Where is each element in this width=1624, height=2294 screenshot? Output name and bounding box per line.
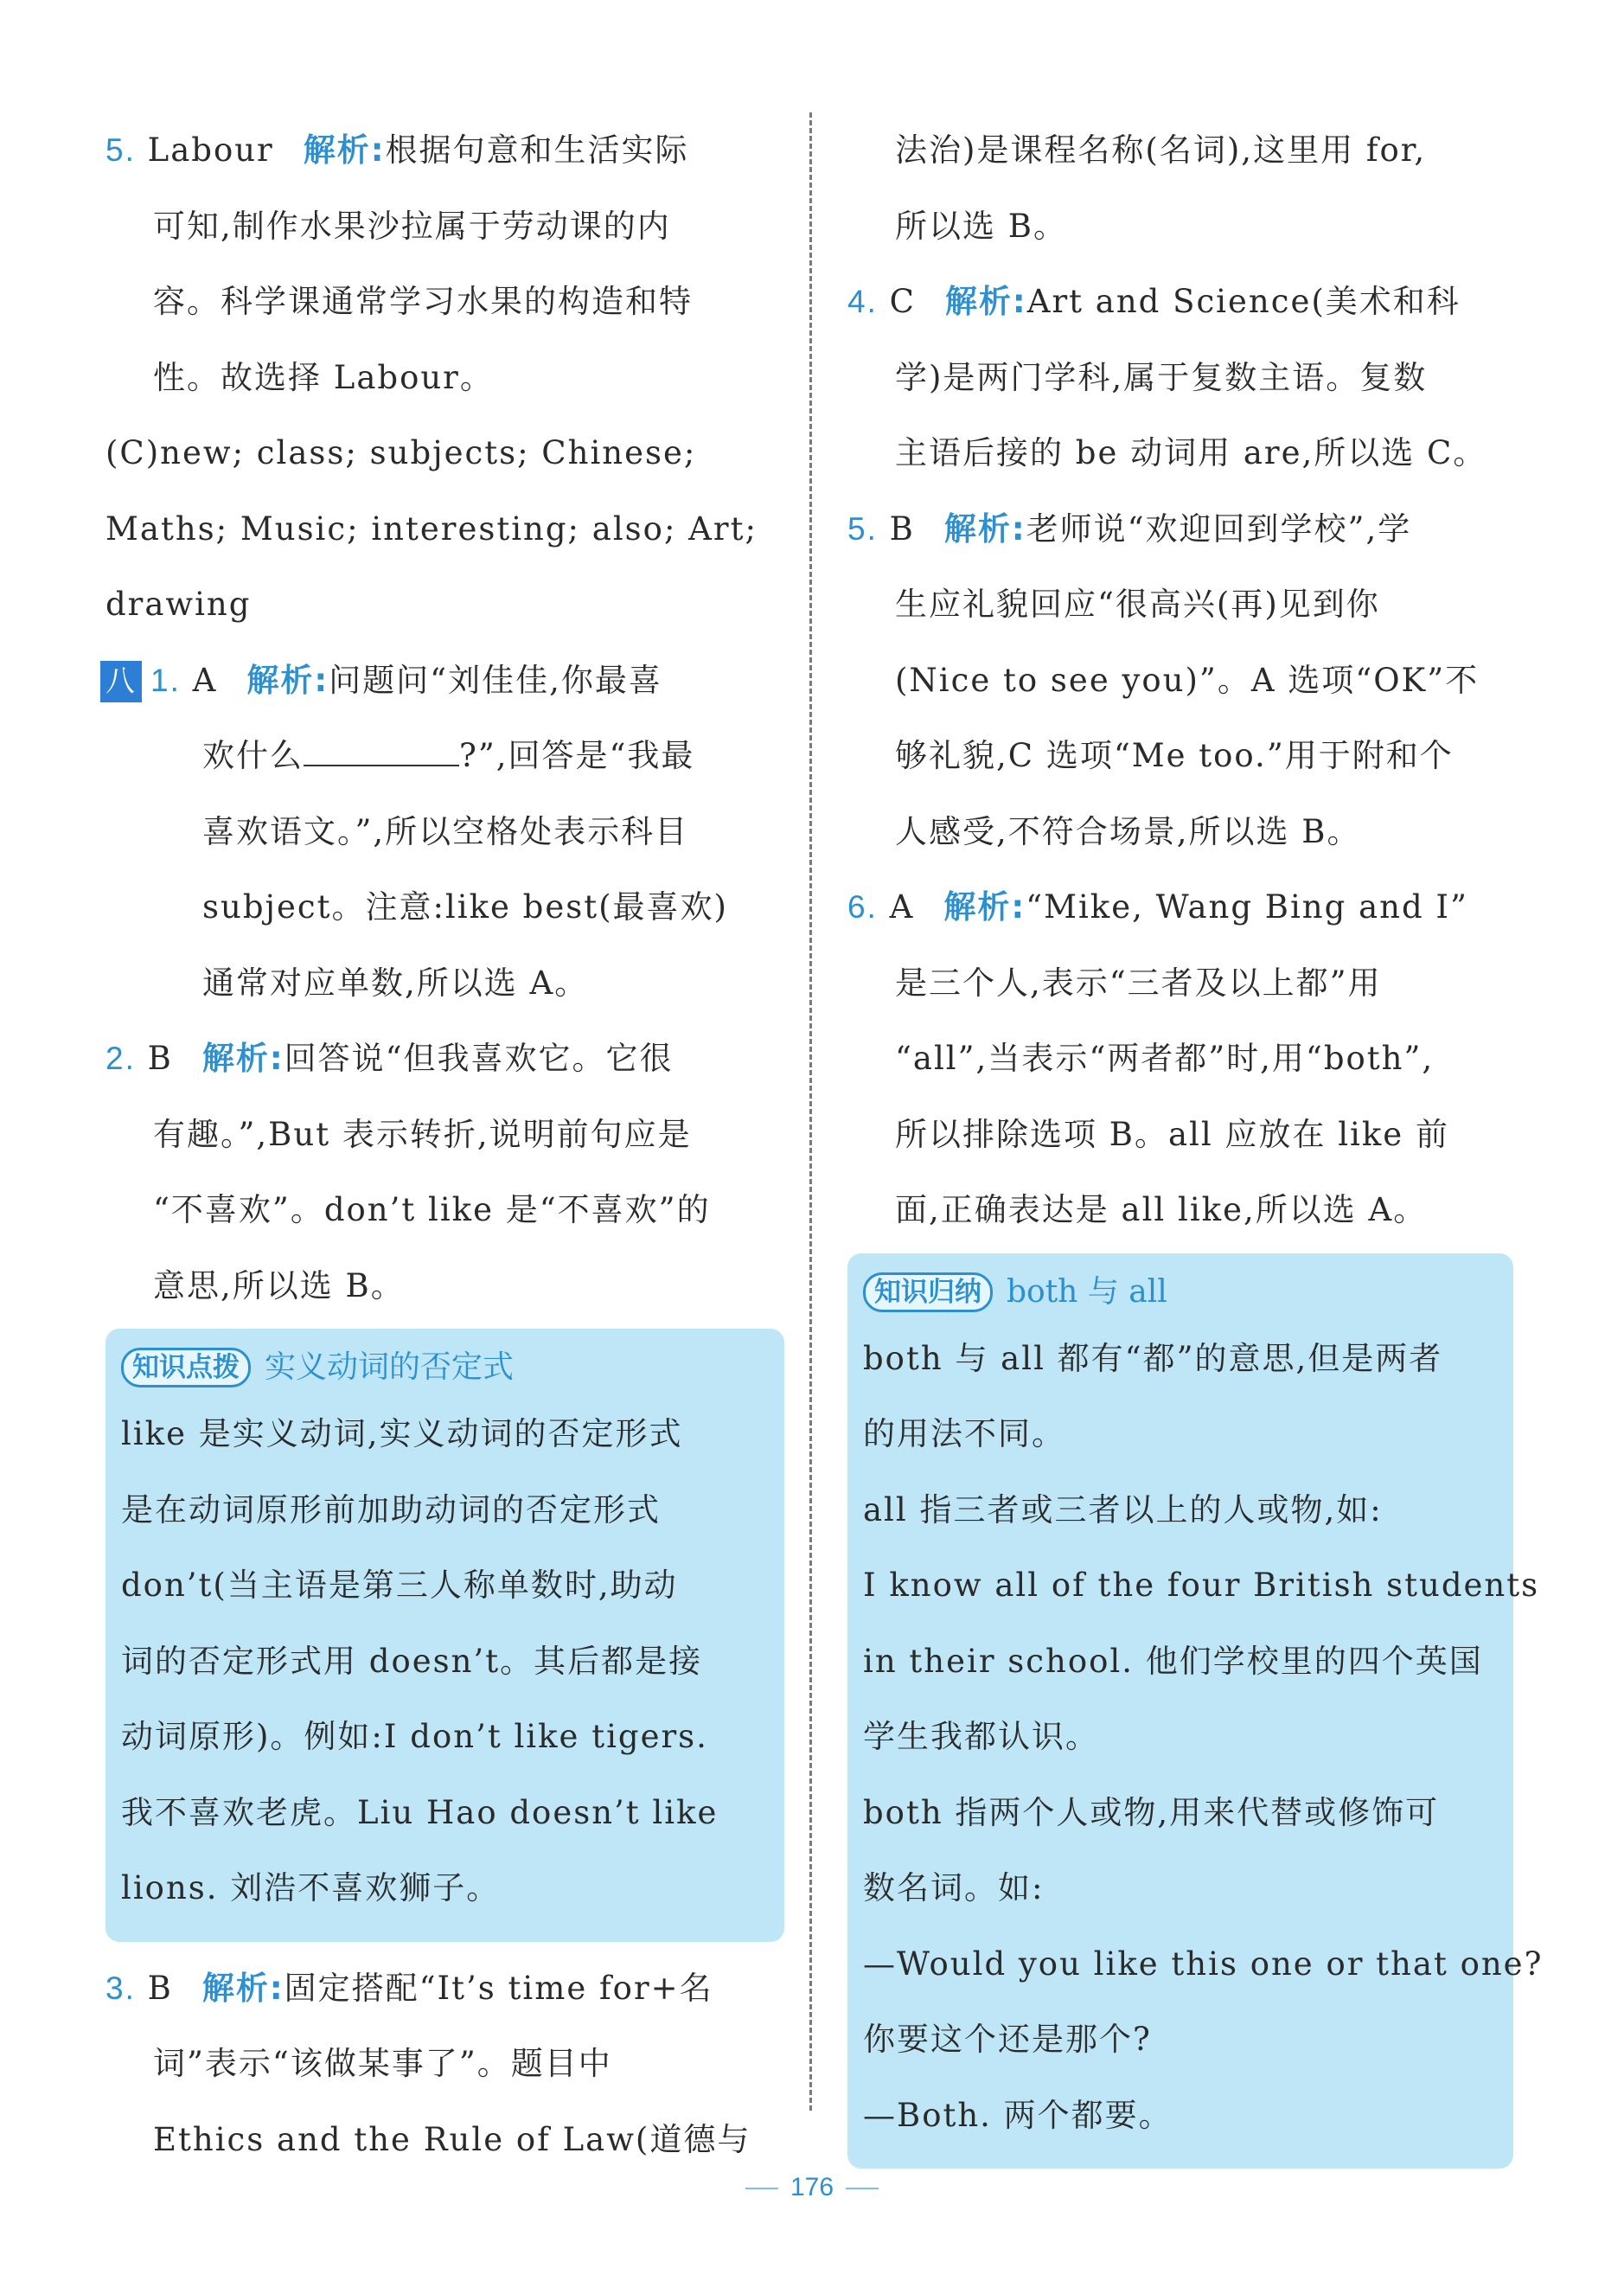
box-heading: 实义动词的否定式: [265, 1349, 515, 1385]
q3-cont-line-1: 法治)是课程名称(名词),这里用 for,: [895, 131, 1427, 169]
text: Art and Science(美术和科: [1026, 283, 1461, 320]
box-line: 词的否定形式用 doesn’t。其后都是接: [121, 1642, 703, 1680]
answer: Labour: [147, 131, 274, 169]
page-number-dash-left: [745, 2188, 778, 2189]
q5-line-3: (Nice to see you)”。A 选项“OK”不: [895, 661, 1480, 699]
box-heading: both 与 all: [1007, 1273, 1167, 1310]
box-line: 动词原形)。例如:I don’t like tigers.: [121, 1718, 708, 1755]
section-badge: 八: [100, 661, 142, 702]
q5-line-2: 生应礼貌回应“很高兴(再)见到你: [895, 586, 1380, 623]
q5-line-3: 容。科学课通常学习水果的构造和特: [153, 283, 693, 320]
question-number: 5.: [105, 132, 136, 168]
part-c-line-3: drawing: [105, 586, 252, 623]
box-line: in their school. 他们学校里的四个英国: [863, 1642, 1483, 1680]
s8-q3-line-3: Ethics and the Rule of Law(道德与: [153, 2120, 751, 2158]
q5-line-1: [847, 491, 1513, 567]
q6-line-5: 面,正确表达是 all like,所以选 A。: [895, 1191, 1428, 1228]
box-tag: 知识点拨: [121, 1348, 251, 1387]
part-c-line-1: (C)new; class; subjects; Chinese;: [105, 434, 697, 471]
q6-line-2: 是三个人,表示“三者及以上都”用: [895, 964, 1382, 1002]
analysis-label: 解析:: [943, 888, 1026, 926]
box-line: —Would you like this one or that one?: [863, 1945, 1544, 1983]
analysis-label: 解析:: [943, 509, 1026, 548]
text: 欢什么: [202, 737, 304, 774]
box-line: both 与 all 都有“都”的意思,但是两者: [863, 1339, 1443, 1377]
box-line: —Both. 两个都要。: [863, 2096, 1173, 2134]
right-column: [847, 112, 1544, 2177]
s8-q1-line-3: 喜欢语文。”,所以空格处表示科目: [202, 812, 689, 850]
page-number-text: 176: [790, 2173, 834, 2201]
page-number-dash-right: [846, 2188, 879, 2189]
box-title: [121, 1337, 770, 1396]
q5-line-5: 人感受,不符合场景,所以选 B。: [895, 812, 1361, 850]
box-line: 我不喜欢老虎。Liu Hao doesn’t like: [121, 1793, 719, 1831]
text: “Mike, Wang Bing and I”: [1026, 888, 1468, 926]
box-line: don’t(当主语是第三人称单数时,助动: [121, 1567, 678, 1604]
q5-line-4: 够礼貌,C 选项“Me too.”用于附和个: [895, 737, 1454, 774]
text: ?”,回答是“我最: [459, 737, 695, 774]
q5-line-1: [105, 112, 784, 189]
box-line: 是在动词原形前加助动词的否定形式: [121, 1490, 661, 1528]
q4-line-3: 主语后接的 be 动词用 are,所以选 C。: [895, 434, 1487, 471]
box-line: I know all of the four British students: [863, 1567, 1540, 1604]
text: 问题问“刘佳佳,你最喜: [329, 661, 662, 699]
answer: B: [147, 1040, 173, 1077]
q5-line-4: 性。故选择 Labour。: [153, 358, 494, 396]
question-number: 6.: [847, 889, 878, 925]
s8-q1-line-2: [105, 718, 784, 794]
q4-line-2: 学)是两门学科,属于复数主语。复数: [895, 358, 1428, 396]
text: 老师说“欢迎回到学校”,学: [1026, 509, 1412, 548]
analysis-label: 解析:: [201, 1969, 285, 2007]
s8-q2-line-4: 意思,所以选 B。: [153, 1266, 405, 1304]
box-line: both 指两个人或物,用来代替或修饰可: [863, 1793, 1440, 1831]
question-number: 5.: [847, 510, 878, 547]
part-c-line-2: Maths; Music; interesting; also; Art;: [105, 509, 758, 548]
page-number: [0, 2173, 1624, 2202]
box-line: 数名词。如:: [863, 1869, 1045, 1906]
s8-q1-line-1: [105, 643, 784, 719]
s8-q1-line-5: 通常对应单数,所以选 A。: [202, 964, 589, 1002]
q3-cont-line-2: 所以选 B。: [895, 207, 1067, 245]
q6-line-1: [847, 869, 1513, 945]
analysis-label: 解析:: [303, 131, 386, 169]
box-line: like 是实义动词,实义动词的否定形式: [121, 1415, 683, 1452]
analysis-label: 解析:: [944, 283, 1027, 320]
question-number: 4.: [847, 284, 878, 319]
analysis-label: 解析:: [246, 661, 329, 699]
box-line: 的用法不同。: [863, 1415, 1065, 1452]
text: 固定搭配“It’s time for+名: [284, 1969, 713, 2007]
text: 回答说“但我喜欢它。它很: [284, 1040, 674, 1077]
knowledge-tip-box: [105, 1329, 784, 1942]
question-number: 2.: [105, 1041, 136, 1076]
column-divider: [809, 112, 812, 2111]
q4-line-1: [847, 264, 1513, 340]
answer: B: [147, 1969, 173, 2007]
box-tag: 知识归纳: [863, 1272, 993, 1312]
s8-q2-line-3: “不喜欢”。don’t like 是“不喜欢”的: [153, 1191, 711, 1228]
q6-line-4: 所以排除选项 B。all 应放在 like 前: [895, 1115, 1449, 1153]
box-line: all 指三者或三者以上的人或物,如:: [863, 1490, 1383, 1528]
text: 根据句意和生活实际: [385, 131, 689, 169]
analysis-label: 解析:: [201, 1040, 285, 1077]
answer: A: [192, 661, 218, 699]
box-title: [863, 1262, 1499, 1321]
box-line: 你要这个还是那个?: [863, 2021, 1152, 2058]
s8-q1-line-4: subject。注意:like best(最喜欢): [202, 888, 728, 926]
blank-line: [304, 739, 459, 766]
s8-q2-line-2: 有趣。”,But 表示转折,说明前句应是: [153, 1115, 692, 1153]
question-number: 3.: [105, 1970, 136, 2006]
question-number: 1.: [150, 662, 181, 698]
answer: A: [889, 888, 915, 926]
box-line: 学生我都认识。: [863, 1718, 1099, 1755]
s8-q3-line-2: 词”表示“该做某事了”。题目中: [153, 2045, 612, 2082]
knowledge-summary-box: [847, 1253, 1544, 2169]
s8-q3-line-1: [105, 1951, 784, 2027]
q5-line-2: 可知,制作水果沙拉属于劳动课的内: [153, 207, 671, 245]
answer: C: [889, 283, 916, 320]
box-line: lions. 刘浩不喜欢狮子。: [121, 1869, 501, 1906]
q6-line-3: “all”,当表示“两者都”时,用“both”,: [895, 1040, 1435, 1077]
left-column: [105, 112, 784, 2177]
answer: B: [889, 509, 915, 548]
s8-q2-line-1: [105, 1021, 784, 1097]
